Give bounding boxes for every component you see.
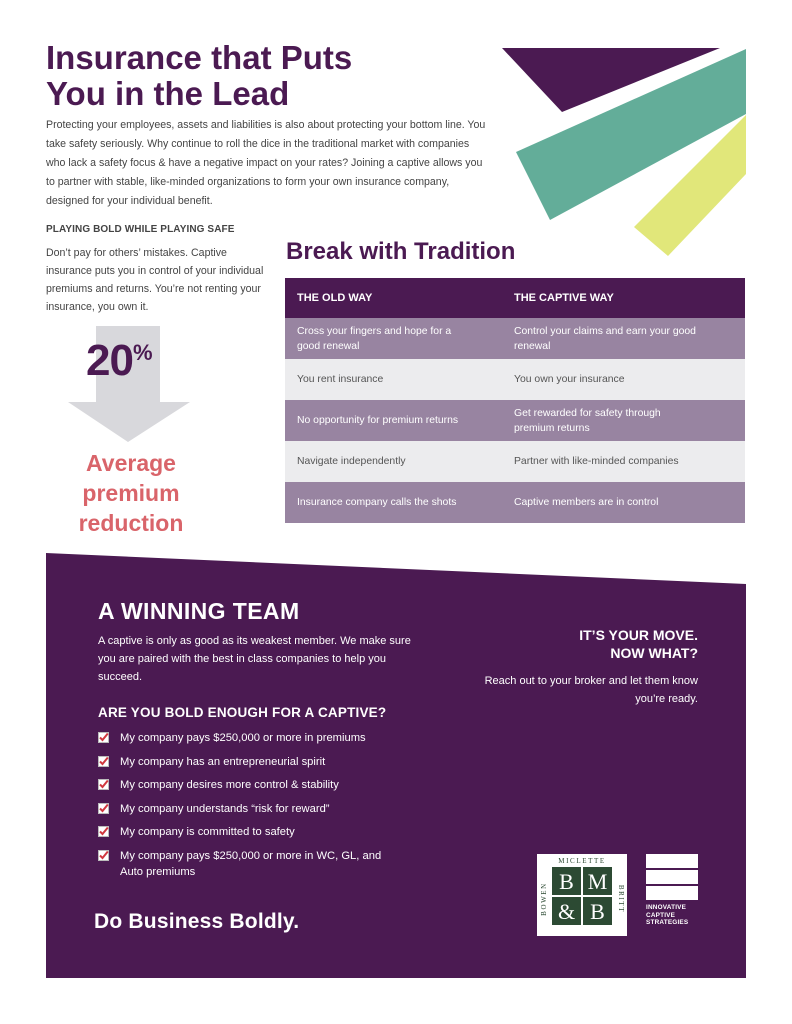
ics-logo-line-3: STRATEGIES bbox=[646, 919, 689, 927]
comparison-title: Break with Tradition bbox=[286, 238, 516, 265]
bold-enough-heading: ARE YOU BOLD ENOUGH FOR A CAPTIVE? bbox=[98, 705, 387, 720]
list-item bbox=[98, 754, 418, 770]
table-cell: Partner with like-minded companies bbox=[514, 456, 679, 467]
table-cell: Get rewarded for safety through premium returns bbox=[514, 407, 661, 434]
intro-paragraph: Protecting your employees, assets and liabilities is also about protecting your bottom line. You take safety seriously. Why continue to roll the dice in the traditional market with companies who lack a safety focus & have a negative impact on your rates? Joining a captive allows you to partner with stable, like-minded organizations to form your own insurance company, designed for your individual benefit. bbox=[46, 119, 486, 207]
checkbox-checked-icon bbox=[98, 779, 109, 790]
table-row bbox=[285, 400, 745, 441]
page-title bbox=[46, 40, 466, 112]
checkbox-checked-icon bbox=[98, 826, 109, 837]
bmb-logo-right-text: BRITT bbox=[617, 884, 625, 914]
column-header-old-way: THE OLD WAY bbox=[297, 291, 373, 304]
table-cell: You rent insurance bbox=[297, 374, 384, 385]
your-move-text: Reach out to your broker and let them know you’re ready. bbox=[484, 675, 698, 705]
playing-bold-heading: PLAYING BOLD WHILE PLAYING SAFE bbox=[46, 224, 235, 235]
ics-logo-bar bbox=[646, 886, 698, 900]
playing-bold-text: Don’t pay for others’ mistakes. Captive insurance puts you in control of your individual premiums and returns. You’re not renting your insurance, you own it. bbox=[46, 247, 264, 313]
checkbox-checked-icon bbox=[98, 850, 109, 861]
ics-logo-bar bbox=[646, 870, 698, 884]
table-cell: No opportunity for premium returns bbox=[297, 415, 459, 426]
table-cell: Control your claims and earn your good renewal bbox=[514, 325, 696, 352]
percent-symbol: % bbox=[132, 340, 152, 365]
table-row bbox=[285, 359, 745, 400]
list-item bbox=[98, 848, 418, 880]
comparison-table bbox=[285, 278, 745, 523]
table-cell: Cross your fingers and hope for a good renewal bbox=[297, 325, 452, 352]
stat-value bbox=[86, 336, 152, 386]
table-cell: Captive members are in control bbox=[514, 497, 659, 508]
list-item-text: My company understands “risk for reward” bbox=[120, 802, 330, 815]
bmb-logo bbox=[537, 854, 627, 936]
decorative-shapes bbox=[490, 44, 746, 260]
list-item bbox=[98, 730, 418, 746]
bmb-logo-left-text: BOWEN bbox=[540, 882, 548, 916]
table-row bbox=[285, 441, 745, 482]
list-item-text: My company pays $250,000 or more in premiums bbox=[120, 732, 366, 744]
column-header-captive-way: THE CAPTIVE WAY bbox=[514, 291, 614, 304]
captive-checklist bbox=[98, 730, 418, 887]
title-line-1: Insurance that Puts bbox=[46, 39, 353, 76]
list-item-text: My company has an entrepreneurial spirit bbox=[120, 755, 326, 768]
table-row bbox=[285, 318, 745, 359]
bmb-logo-tile-3: & bbox=[557, 899, 576, 924]
ics-logo-bar bbox=[646, 854, 698, 868]
list-item bbox=[98, 824, 418, 840]
table-header-row bbox=[285, 278, 745, 318]
tagline: Do Business Boldly. bbox=[94, 910, 300, 933]
list-item-text: My company desires more control & stability bbox=[120, 779, 339, 791]
checkbox-checked-icon bbox=[98, 756, 109, 767]
your-move-title-line-1: IT’S YOUR MOVE. bbox=[579, 627, 698, 643]
bmb-logo-tile-2: M bbox=[587, 869, 608, 894]
winning-team-text: A captive is only as good as its weakest member. We make sure you are paired with the best in class companies to help you succeed. bbox=[98, 635, 411, 683]
table-row bbox=[285, 482, 745, 523]
table-cell: You own your insurance bbox=[514, 374, 625, 385]
checkbox-checked-icon bbox=[98, 803, 109, 814]
stat-number: 20 bbox=[86, 336, 133, 385]
list-item-text: My company pays $250,000 or more in WC, GL, and Auto premiums bbox=[120, 849, 382, 878]
bmb-logo-tile-1: B bbox=[559, 869, 574, 894]
ics-logo-line-1: INNOVATIVE bbox=[646, 904, 687, 911]
ics-logo-text bbox=[646, 904, 698, 927]
list-item-text: My company is committed to safety bbox=[120, 826, 295, 838]
your-move-title bbox=[470, 626, 698, 662]
stat-label: Average premium reduction bbox=[78, 450, 184, 536]
list-item bbox=[98, 777, 418, 793]
table-cell: Insurance company calls the shots bbox=[297, 497, 457, 508]
bmb-logo-top-text: MICLETTE bbox=[558, 857, 606, 865]
list-item bbox=[98, 801, 418, 817]
ics-logo-line-2: CAPTIVE bbox=[646, 911, 676, 919]
checkbox-checked-icon bbox=[98, 732, 109, 743]
your-move-title-line-2: NOW WHAT? bbox=[610, 645, 698, 661]
bmb-logo-tile-4: B bbox=[590, 899, 605, 924]
title-line-2: You in the Lead bbox=[46, 75, 290, 112]
ics-logo bbox=[646, 854, 698, 927]
table-cell: Navigate independently bbox=[297, 456, 406, 467]
winning-team-title: A WINNING TEAM bbox=[98, 598, 300, 624]
